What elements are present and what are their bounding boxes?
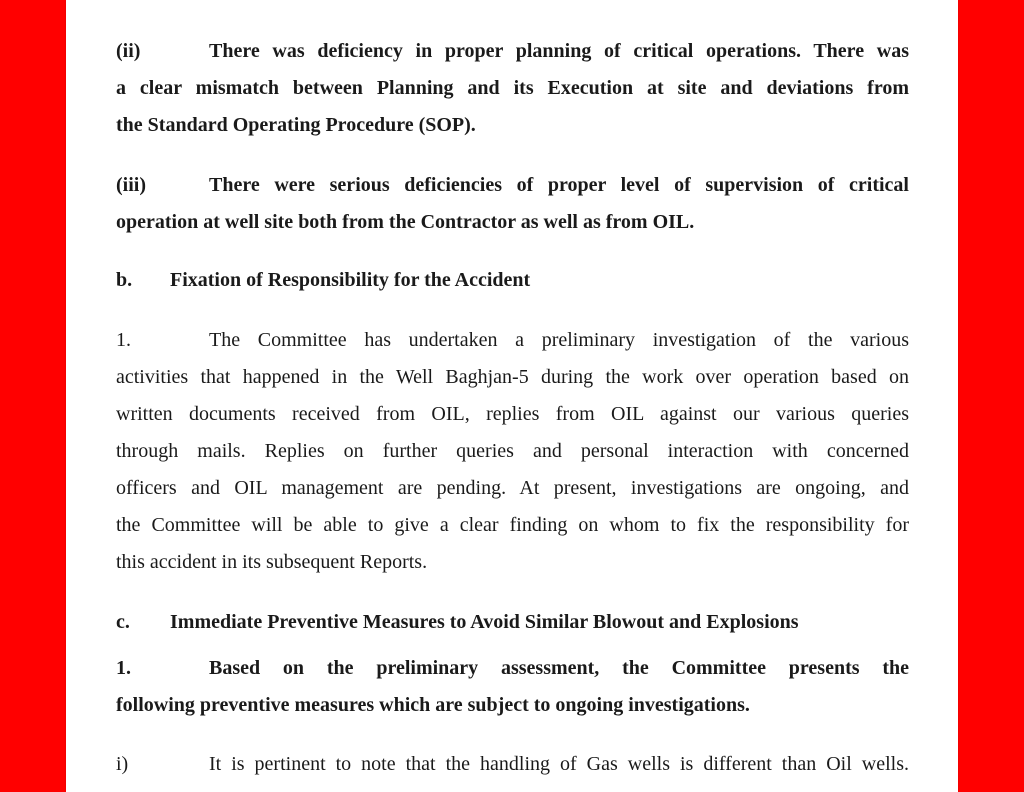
point-i xyxy=(116,746,909,783)
point-ii-line: the Standard Operating Procedure (SOP). xyxy=(116,114,476,136)
para-b1-line: this accident in its subsequent Reports. xyxy=(116,551,428,573)
heading-c-title: Immediate Preventive Measures to Avoid Similar Blowout and Explosions xyxy=(170,611,799,633)
point-iii-first-line: There were serious deficiencies of proper level of supervision of critical xyxy=(209,174,909,196)
para-b1-first-line: The Committee has undertaken a preliminary investigation of the various xyxy=(209,329,909,351)
para-c1-line: following preventive measures which are subject to ongoing investigations. xyxy=(116,694,750,716)
paragraph-c1 xyxy=(116,650,909,724)
heading-b-title: Fixation of Responsibility for the Accident xyxy=(170,269,531,291)
para-b1-line: officers and OIL management are pending. At present, investigations are ongoing, and xyxy=(116,477,909,499)
point-i-first-line: It is pertinent to note that the handling of Gas wells is different than Oil wells. xyxy=(209,753,909,775)
point-ii xyxy=(116,33,909,144)
document-page xyxy=(66,0,958,792)
para-b1-line: written documents received from OIL, replies from OIL against our various queries xyxy=(116,403,909,425)
point-iii xyxy=(116,167,909,241)
point-iii-marker: (iii) xyxy=(116,174,146,196)
para-c1-marker: 1. xyxy=(116,657,131,679)
point-iii-line: operation at well site both from the Contractor as well as from OIL. xyxy=(116,211,695,233)
heading-c-marker: c. xyxy=(116,611,130,633)
para-c1-first-line: Based on the preliminary assessment, the Committee presents the xyxy=(209,657,909,679)
point-ii-marker: (ii) xyxy=(116,40,141,62)
point-ii-line: a clear mismatch between Planning and its Execution at site and deviations from xyxy=(116,77,909,99)
para-b1-marker: 1. xyxy=(116,329,131,351)
point-ii-first-line: There was deficiency in proper planning of critical operations. There was xyxy=(209,40,909,62)
point-i-marker: i) xyxy=(116,753,129,775)
para-b1-line: activities that happened in the Well Baghjan-5 during the work over operation based on xyxy=(116,366,909,388)
para-b1-line: the Committee will be able to give a clear finding on whom to fix the responsibility for xyxy=(116,514,909,536)
section-heading-b xyxy=(116,262,909,299)
para-b1-line: through mails. Replies on further queries and personal interaction with concerned xyxy=(116,440,909,462)
heading-b-marker: b. xyxy=(116,269,133,291)
paragraph-b1 xyxy=(116,322,909,581)
section-heading-c xyxy=(116,604,909,641)
